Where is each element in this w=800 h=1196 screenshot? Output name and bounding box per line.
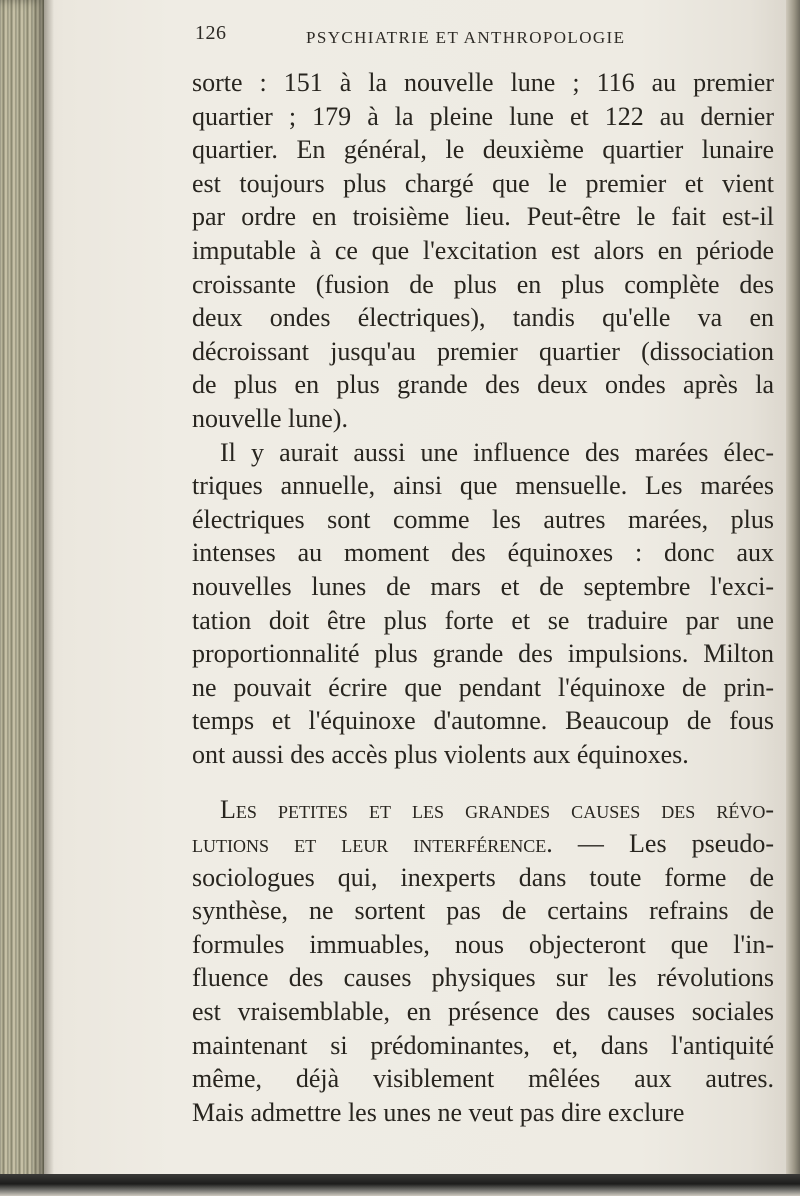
text-line: Mais admettre les unes ne veut pas dire exclure [192, 1097, 685, 1127]
text-line: triques annuelle, ainsi que mensuelle. Les marées [192, 471, 774, 501]
text-line: électriques sont comme les autres marées, plus [192, 504, 774, 534]
text-line: imputable à ce que l'excitation est alors en période [192, 235, 774, 265]
text-line: intenses au moment des équinoxes : donc aux [192, 538, 774, 568]
text-line: formules immuables, nous objecteront que l'in- [192, 929, 774, 959]
section-text-start: — Les pseudo- [552, 829, 774, 859]
text-line: nouvelles lunes de mars et de septembre l'exci- [192, 571, 774, 601]
text-line: Il y aurait aussi une influence des marées élec- [220, 437, 774, 467]
text-line: est toujours plus chargé que le premier et vient [192, 168, 774, 198]
text-line: nouvelle lune). [192, 403, 348, 433]
running-title: PSYCHIATRIE ET ANTHROPOLOGIE [306, 28, 626, 47]
text-line: croissante (fusion de plus en plus complète des [192, 269, 774, 299]
text-line: deux ondes électriques), tandis qu'elle va en [192, 303, 774, 333]
section-heading-smallcaps: lutions et leur interférence. [192, 829, 553, 859]
text-line: par ordre en troisième lieu. Peut-être le fait est-il [192, 202, 774, 232]
text-line: de plus en plus grande des deux ondes après la [192, 370, 774, 400]
text-line: est vraisemblable, en présence des causes sociales [192, 997, 774, 1027]
text-line: maintenant si prédominantes, et, dans l'antiquité [192, 1030, 774, 1060]
text-line: fluence des causes physiques sur les révolutions [192, 963, 774, 993]
text-line: synthèse, ne sortent pas de certains refrains de [192, 896, 774, 926]
page-bottom-edge [0, 1174, 800, 1196]
book-binding-edge [0, 0, 44, 1196]
text-line: temps et l'équinoxe d'automne. Beaucoup de fous [192, 706, 774, 736]
text-line: sorte : 151 à la nouvelle lune ; 116 au premier [192, 68, 774, 97]
text-line: sociologues qui, inexperts dans toute forme de [192, 862, 774, 892]
page-number: 126 [195, 22, 227, 44]
page-right-edge [786, 0, 800, 1196]
text-line: même, déjà visiblement mêlées aux autres. [192, 1064, 774, 1094]
text-line: tation doit être plus forte et se traduire par une [192, 605, 774, 635]
text-line: quartier. En général, le deuxième quartier lunaire [192, 135, 774, 165]
section-spacer [192, 771, 774, 793]
section-heading-continuation [192, 827, 774, 861]
text-line: proportionnalité plus grande des impulsions. Milton [192, 639, 774, 669]
text-line: ne pouvait écrire que pendant l'équinoxe de prin- [192, 672, 774, 702]
page-body [192, 66, 774, 1129]
text-line: décroissant jusqu'au premier quartier (dissociation [192, 336, 774, 366]
section-heading: Les petites et les grandes causes des révo- [220, 795, 774, 825]
text-line: quartier ; 179 à la pleine lune et 122 au dernier [192, 101, 774, 131]
text-line: ont aussi des accès plus violents aux équinoxes. [192, 739, 689, 769]
